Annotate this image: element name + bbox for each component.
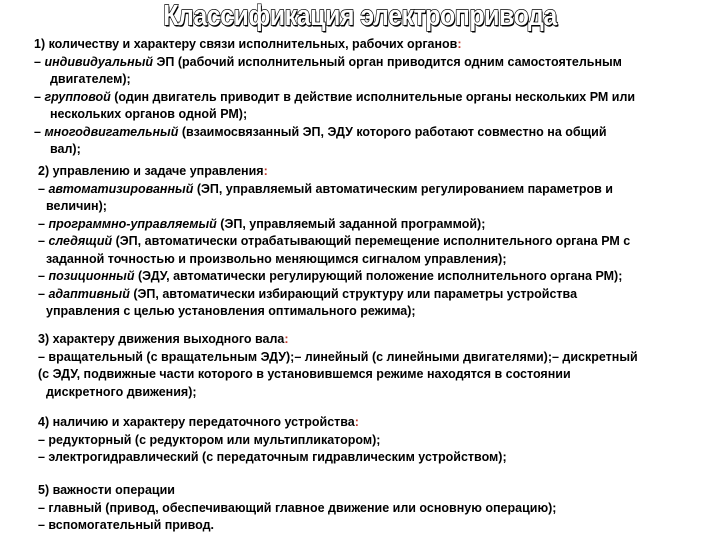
list-item-continuation: дискретного движения); bbox=[46, 384, 197, 399]
section-4 bbox=[38, 414, 507, 467]
section-3 bbox=[38, 331, 638, 401]
list-item: – электрогидравлический (с передаточным гидравлическим устройством); bbox=[38, 450, 507, 464]
list-item-continuation: управления с целью установления оптимального режима); bbox=[46, 304, 416, 318]
list-item: – индивидуальный ЭП (рабочий исполнительный орган приводится одним самостоятельным bbox=[34, 54, 622, 69]
slide-title: Классификация электропривода bbox=[163, 0, 557, 33]
list-item: – многодвигательный (взаимосвязанный ЭП, ЭДУ которого работают совместно на общий bbox=[34, 124, 607, 139]
section-1 bbox=[34, 36, 635, 159]
section-heading: 1) количеству и характеру связи исполнительных, рабочих органов: bbox=[34, 37, 462, 51]
section-2 bbox=[38, 163, 630, 321]
list-item: – главный (привод, обеспечивающий главное движение или основную операцию); bbox=[38, 500, 557, 515]
section-heading: 5) важности операции bbox=[38, 483, 175, 497]
list-item-continuation: величин); bbox=[46, 199, 107, 213]
list-item-continuation: нескольких органов одной РМ); bbox=[50, 107, 248, 121]
section-heading: 4) наличию и характеру передаточного устройства: bbox=[38, 415, 359, 429]
section-5 bbox=[38, 482, 556, 535]
list-item: – групповой (один двигатель приводит в действие исполнительные органы нескольких РМ или bbox=[34, 89, 636, 104]
section-heading: 3) характеру движения выходного вала: bbox=[38, 332, 289, 346]
list-item-continuation: двигателем); bbox=[50, 72, 131, 86]
section-heading: 2) управлению и задаче управления: bbox=[38, 164, 268, 178]
list-item: – программно-управляемый (ЭП, управляемый заданной программой); bbox=[38, 216, 486, 231]
list-item-continuation: заданной точностью и произвольно меняющимся сигналом управления); bbox=[46, 251, 507, 266]
list-item: – автоматизированный (ЭП, управляемый автоматическим регулированием параметров и bbox=[38, 181, 613, 196]
list-item: – адаптивный (ЭП, автоматически избирающий структуру или параметры устройства bbox=[38, 286, 578, 301]
list-item-continuation: вал); bbox=[50, 142, 81, 156]
list-item: – вращательный (с вращательным ЭДУ);– линейный (с линейными двигателями);– дискретный bbox=[38, 349, 638, 364]
list-item: – вспомогательный привод. bbox=[38, 518, 214, 532]
list-item: (с ЭДУ, подвижные части которого в установившемся режиме находятся в состоянии bbox=[38, 367, 571, 381]
list-item: – позиционный (ЭДУ, автоматически регулирующий положение исполнительного органа РМ); bbox=[38, 269, 623, 283]
list-item: – редукторный (с редуктором или мультипликатором); bbox=[38, 432, 381, 447]
list-item: – следящий (ЭП, автоматически отрабатывающий перемещение исполнительного органа РМ с bbox=[38, 234, 631, 248]
